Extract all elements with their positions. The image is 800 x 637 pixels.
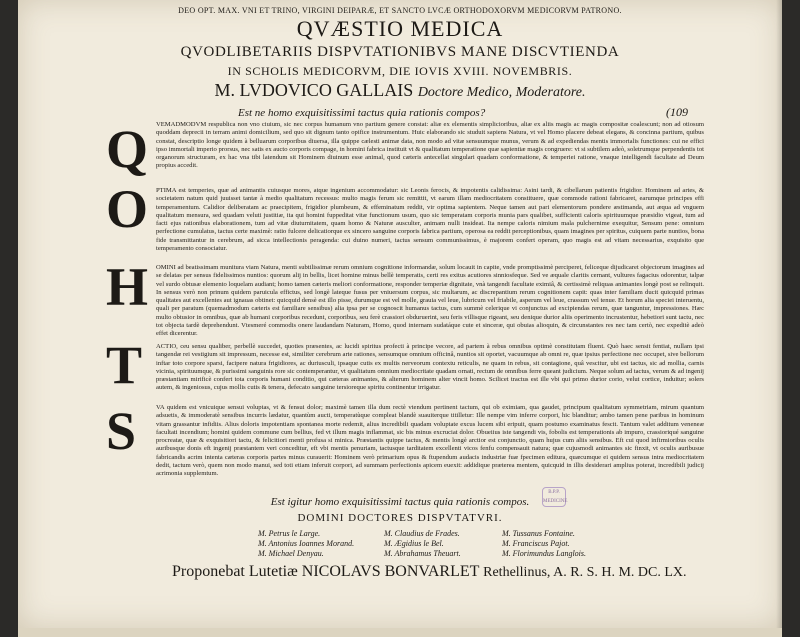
doctor-name: M. Claudius de Frades. xyxy=(384,529,460,538)
doctor-name: M. Petrus le Large. xyxy=(258,529,321,538)
subtitle-date: IN SCHOLIS MEDICORVM, DIE IOVIS XVIII. NOVEMBRIS. xyxy=(227,64,573,78)
dedication-line: DEO OPT. MAX. VNI ET TRINO, VIRGINI DEIPARÆ, ET SANCTO LVCÆ ORTHODOXORVM MEDICORVM PATRONO. xyxy=(178,6,622,15)
doctors-column xyxy=(502,529,622,559)
page-number: (109 xyxy=(666,105,688,119)
page-edge-shadow xyxy=(776,0,782,628)
page-title: QVÆSTIO MEDICA xyxy=(296,16,504,41)
document-page xyxy=(18,0,782,628)
proponent-name: NICOLAVS BONVARLET xyxy=(301,563,480,580)
question-text: Est ne homo exquisitissimi tactus quia rationis compos? xyxy=(238,107,486,119)
moderator-name: M. LVDOVICO GALLAIS xyxy=(214,80,414,100)
paragraph: OMINI ad beatissimam munitura viam Natura, menti subtilissimæ rerum omnium cognitione informandæ, solum locauit in capite, vnde promptissimè perciperet, feliceque dijudicaret objectorum imagines ad se delatas per sensus fidelissimos nuntios: quorum alij in bellis, licet homine minus bellè temperatis, certi res exitus acutiores sinniosfeque. Sed ve æquale claritis cernant, vultures fagacius odorentur, talpæ vel surdo obtusæ elemento loquelam audiant; homo tamen cæteris meliori conformatione, responder temperiæ dignitate, vnà tangendi facultate eximiâ, & certissimè reliquas animantes longè post se relinquit. In sensus verò non prinum quidem paruicula effictus, sed longè lateque fusus per vniuersum corpus, sic multarum, ac discrepantium rerum cognitionem capit: quas inter familiam ducit quicquid primas qualitates aut excellentes aut ignauas obtinet: quicquid densè est illo pisse, durumque est vel molle, grauia vel leue, lubricum vel friabile, asperum vel leue, crassum vel tenue. Et horum alia speciei interuentu, quali per paratum (quemadmodum cæteris est familiare sensibus) alia ipsa per se cognoscit humanus tactus, cum summè celerique vi conjunctus ad excipiendas rerum, quæ tanguntur, impressiones. Hæc multo obtusior in omnibus, quæ ab humani corporibus recedunt, corporibus, seu ferè crassiori obduruerint, seu feris villisque rigeant, seu denique durior aliis operimento incrustentur, hebetiori sunt tactu, nec tot objecta tardè deprehendunt. Vtesmeré commodis onere laudandam Naturam, Homo, quod internam sudatáque cute et sinceræ, qui obuias alioquin, & circunstantes res nec tam certò, nec expeditè adeò effet dicerentur. xyxy=(156,264,704,338)
doctors-column xyxy=(384,529,504,559)
proponent-line xyxy=(172,563,687,581)
paragraph: VA quidem est vnicuique sensui voluptas, vt & fensui dolor; maximè tamen illa dum rectè vtendum pertinent tactum, qui ob eximiam, qua gaudet, principum qualitatum symmetriam, mirum quantum adsuetis, & immoderatè sensibus incurris lædatur, quantùm aucti, temperatùque compleat blandè suauiterque titilletur: Ille nempe vim inferre corpori, hic blanditur; ambo tamen pene paribus in hominum vitam grassantur infidiis. Alius doloris impotentiam spontanea morte redemit, alius incredibili quadam voluptate excus lucem sibi eripuit, quam postumo examinatus fescit. Tantum valet additum veneneæ facultati incendium; homini quidem commune cum bellius, fed vt illum magis inflammat, sic bis minus excruciat dolor. Obueiius iste tangendi vis, fobolis est temperationis ab impuro, crassioriqué sanguine procreatæ, quæ & exquisitiori tactu, & felicitiori menti profusa si minica. Præstantis quippe tactus, & mentis longè arctior est conjunctio, quam hujus cum aliis sensibus. Eft cui quod infirmioribus oculis auribusque donis eft ingenij præstantem veri conceditur, eft vbi mentis penuriam, tactusque tarditatem excellenti vicos fenfu compensauit natura; quæ cujusmodi animantes sic finxit, vt oculis auribusue fabricandis acrim intenta cæteras corporis partes minus curauerit: Hominem verò primarium opus & ftupendum audacis industriæ fuæ fpecimen editura, quæcumque ei quidem sensus intra mediocritatem dedit, tactum verò, quem non modo manui, sed toti etiam inferuit corpori, ad summam perfectionis apicem euexit: addidique præterea mentem, quicquid in illis desiderari amplius poterat, incredibili judicij acrimonia supplemtum. xyxy=(156,404,704,478)
doctor-name: M. Abrahamus Theuart. xyxy=(384,549,461,558)
proponent-prefix: Proponebat Lutetiæ xyxy=(172,563,298,580)
doctor-name: M. Florimundus Langlois. xyxy=(502,549,587,558)
paragraph: PTIMA est temperies, quæ ad animantis cuiusque mores, atque ingenium accommodatur: sic Leonis ferocis, & impotentis calidissima: Asini tardi, & cibellarum patientis frigidior. Hominem ad artes, & societatem natum quid juuisset tantæ à medio qualitatum recessus: multo magis ferum sic remittit, vt earum illam mediocritatem constituere, quæ commode rationi fabricaret, earumque principes effi temperamentum. Calidior deliberatam ac praecipitem, frigidior plumbeum, & effeminatum reddit, vir optima sapientem. Neque tamen aut pari elementorum pondere æstimanda, aut æqua ad vnguem qualitatum mensura, sed quadam veluti justitiæ, ita qui homini fuppeditat vitæ functionum usum, quo sic temperatam corporis munia pars qualibet, sufficienti caloris spirituumque præsidio vigeat, tum ad facti ejus rationibus elaborationem, tum ad vitæ diuturnitatem, quam homo & Naturæ ausculter, animam nulli insideat. Ita nempe caloris nimium mala pulchernime exequitur, Sensum pene: omnium perfectione cumulatus, tactus certe maximè: ratio fulcere delicatiorque ex sincero sanguine corporis fabrica partium, operosa ea reddit perceptionibus, quam imagines per spiritus, cuiquem parte nuntios, bona fide transmittantur in cerebrum, ad sicca intellectionis peragenda: cui duino numeri, tactus sensum communissimus, è majorem confert operam, quo magis est ad vitam necessarius, exquisito que temperamento consociatur. xyxy=(156,187,704,253)
proponent-suffix: Rethellinus, A. R. S. H. M. DC. LX. xyxy=(483,565,687,580)
doctor-name: M. Michael Denyau. xyxy=(258,549,324,558)
library-stamp: B.P.P. MEDICINE xyxy=(542,487,566,507)
drop-cap: S xyxy=(106,401,137,461)
moderator-role: Doctore Medico, Moderatore. xyxy=(417,85,586,100)
paragraph: ACTIO, ceu sensu qualiber, perbellè succedet, quoties præsentes, ac lucidi spiritus profecti à principe vecore, ad partem à rebus omnibus optimè constitutam fluent. Quò haec sensit fentiat, nullam ipsi tangendæ rei vestigium sit impressum, necesse est, similiter cerebrum arte rationes, sensumque omnium officinâ, nuntios sit oportet, vacuumque ab omni re, quæ ipsius perfectione nec occupet, sive bellorum inftar toto corpore sparsi, facipere natura frigidiores, ac duriusculi, ipsaque cutis ex multis nerveorum contextu reticulis, ne quam in rebus, sit contagione, quâ vescitur, ubi est tactus, sic ad mollia, carnis vicinia, spirituumque, & purissimi sanguinis rore sic contemperantur, vt qualitatum omnium mediocritate quadam ornati, rectum de omnibus ferre queant judicium. Neque solum ad tactus, verum & ad ingenij præstantiam mirificè confert tota corporis humani conditio, qui cæteras animantes, & alterum hominem alter vincit homo. Scilicet tractus est ille vbi qui primo durior corio, velut cortice, induitur; solers autem, & ingeniosus, cujus mollis cutis & tenera, defecato sanguine tersioreque spiritu continentur irrigatur. xyxy=(156,343,704,392)
doctor-name: M. Antonius Ioannes Morand. xyxy=(258,539,355,548)
paragraph: VEMADMODVM respublica non vno ciuium, sic nec corpus humanum vno partium genere constat: aliæ ex elementis simplicioribus, aliæ ex aliis magis ac magis compositæ coalescunt; non ad otiosum quoddam deprecii in terram animi domicilium, sed quo sit dignum tanto opifice instrumentum. Huic elaborando sic studuit sapiens Natura, vt vel Homo placere debeat elegans, & concinna partium, quibus constat, descriptio longe quidem à belluarum corporibus diuersa, illa quippe cælesti animæ data, non modo ad vitæ sensuumque munus, verum & ad expediendas mentis immortalis functiones: cui ne effici ipso immortali imperio prorsus, nec satis ex aucto corporis compage, in homini fabrica instituit vt & qualitatum temperatione quæ sapientiæ magis congruere: vt si subtilem adeò, soletrumque perpendentis tot organorum structuram, ex hac vna tibi latendum sit Hominem diuinum esse animal, quod cæteris antecellat singulari quadam conformatione, & temperiei ratione, vnaque intelligendi facultate ad Deum propius accedit. xyxy=(156,121,704,170)
subtitle: QVODLIBETARIIS DISPVTATIONIBVS MANE DISCVTIENDA xyxy=(180,44,620,60)
bottom-border xyxy=(18,628,782,637)
doctors-column xyxy=(258,529,378,559)
closing-question: Est igitur homo exquisitissimi tactus quia rationis compos. xyxy=(270,496,530,508)
drop-cap: H xyxy=(106,257,149,317)
drop-cap: T xyxy=(106,335,143,395)
drop-cap: O xyxy=(106,179,149,239)
doctors-heading: DOMINI DOCTORES DISPVTATVRI. xyxy=(297,512,503,524)
doctor-name: M. Franciscus Pajot. xyxy=(502,539,570,548)
doctor-name: M. Ægidius le Bel. xyxy=(384,539,444,548)
doctor-name: M. Tussanus Fontaine. xyxy=(502,529,575,538)
moderator-line xyxy=(18,80,782,101)
drop-cap: Q xyxy=(106,119,149,179)
